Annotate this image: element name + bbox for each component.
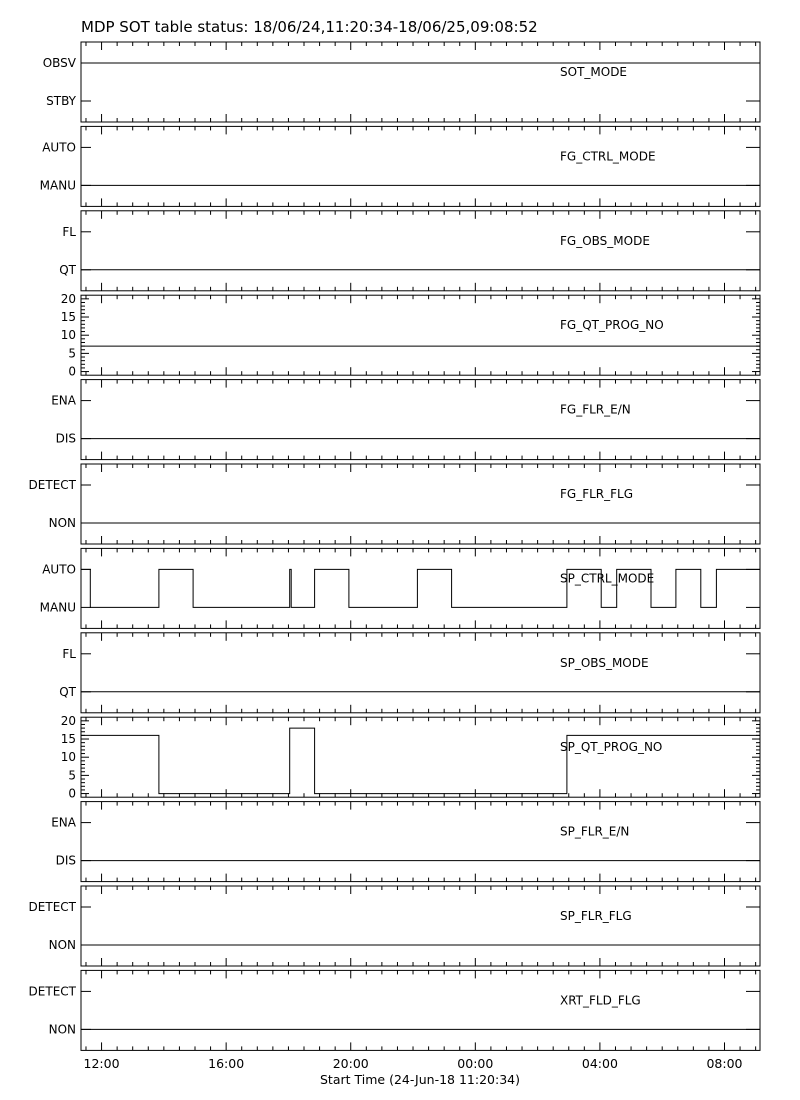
y-tick-label: ENA: [51, 393, 76, 408]
y-tick-label: NON: [48, 1022, 76, 1037]
panel-frame: [81, 633, 760, 713]
y-tick-label: FL: [62, 646, 76, 661]
panel-frame: [81, 380, 760, 460]
y-tick-label: 15: [60, 310, 76, 325]
panel-name-label: SP_OBS_MODE: [560, 655, 649, 670]
panel-fg-flr-flg: [29, 464, 760, 544]
y-tick-label: DIS: [55, 853, 76, 868]
panel-name-label: SP_FLR_FLG: [560, 909, 632, 923]
panel-name-label: FG_OBS_MODE: [560, 233, 650, 248]
x-tick-label: 16:00: [208, 1056, 245, 1071]
panel-name-label: SP_FLR_E/N: [560, 824, 630, 839]
panel-name-label: FG_QT_PROG_NO: [560, 318, 664, 333]
y-tick-label: QT: [59, 684, 76, 699]
panel-frame: [81, 802, 760, 882]
panel-frame: [81, 464, 760, 544]
x-tick-label: 20:00: [332, 1056, 369, 1071]
x-axis-label: Start Time (24-Jun-18 11:20:34): [320, 1072, 520, 1087]
panel-fg-qt-prog-no: [61, 292, 760, 379]
series-line-sp-qt-prog-no: [81, 728, 760, 794]
x-axis: [84, 1056, 743, 1071]
y-tick-label: 5: [68, 768, 76, 783]
y-tick-label: DIS: [55, 431, 76, 446]
y-tick-label: DETECT: [28, 478, 76, 492]
panel-frame: [81, 42, 760, 122]
panel-frame: [81, 126, 760, 206]
x-tick-label: 04:00: [581, 1056, 618, 1071]
panel-sp-obs-mode: [59, 633, 760, 713]
panel-name-label: FG_FLR_FLG: [560, 487, 634, 501]
x-tick-label: 00:00: [457, 1056, 494, 1071]
chart-title: MDP SOT table status: 18/06/24,11:20:34-18/06/25,09:08:52: [81, 18, 538, 36]
x-tick-label: 12:00: [83, 1056, 120, 1071]
y-tick-label: FL: [62, 224, 76, 239]
y-tick-label: ENA: [51, 815, 76, 830]
panels: [29, 42, 760, 1050]
panel-frame: [81, 886, 760, 966]
panel-sp-flr-flg: [29, 886, 760, 966]
panel-fg-ctrl-mode: [40, 126, 760, 206]
y-tick-label: AUTO: [42, 562, 76, 577]
panel-name-label: FG_CTRL_MODE: [560, 149, 656, 164]
y-tick-label: QT: [59, 262, 76, 277]
panel-name-label: FG_FLR_E/N: [560, 402, 631, 417]
y-tick-label: MANU: [39, 600, 76, 615]
panel-frame: [81, 970, 760, 1050]
panel-xrt-fld-flg: [29, 970, 760, 1050]
panel-name-label: SP_QT_PROG_NO: [560, 740, 663, 755]
y-tick-label: DETECT: [28, 984, 76, 999]
panel-fg-obs-mode: [59, 211, 760, 291]
series-line-sp-ctrl-mode: [81, 569, 760, 607]
y-tick-label: 0: [68, 786, 76, 801]
y-tick-label: MANU: [39, 178, 76, 193]
y-tick-label: 10: [60, 750, 76, 765]
panel-frame: [81, 548, 760, 628]
y-tick-label: NON: [48, 938, 76, 952]
panel-name-label: XRT_FLD_FLG: [560, 993, 641, 1008]
y-tick-label: 0: [68, 364, 76, 379]
y-tick-label: NON: [48, 516, 76, 530]
y-tick-label: 15: [60, 732, 76, 747]
panel-sp-qt-prog-no: [61, 714, 760, 801]
panel-fg-flr-e-n: [51, 380, 760, 460]
panel-frame: [81, 295, 760, 375]
panel-frame: [81, 211, 760, 291]
y-tick-label: 5: [68, 346, 76, 361]
y-tick-label: 10: [60, 328, 76, 343]
y-tick-label: STBY: [46, 94, 76, 108]
y-tick-label: OBSV: [42, 56, 76, 70]
y-tick-label: AUTO: [42, 140, 76, 155]
y-tick-label: 20: [60, 291, 76, 306]
panel-frame: [81, 717, 760, 797]
panel-name-label: SOT_MODE: [560, 65, 628, 79]
panel-sp-flr-e-n: [51, 802, 760, 882]
panel-sot-mode: [43, 42, 760, 122]
panel-name-label: SP_CTRL_MODE: [560, 571, 655, 586]
y-tick-label: 20: [60, 713, 76, 728]
x-tick-label: 08:00: [706, 1056, 743, 1071]
y-tick-label: DETECT: [28, 900, 76, 914]
panel-sp-ctrl-mode: [40, 548, 760, 628]
